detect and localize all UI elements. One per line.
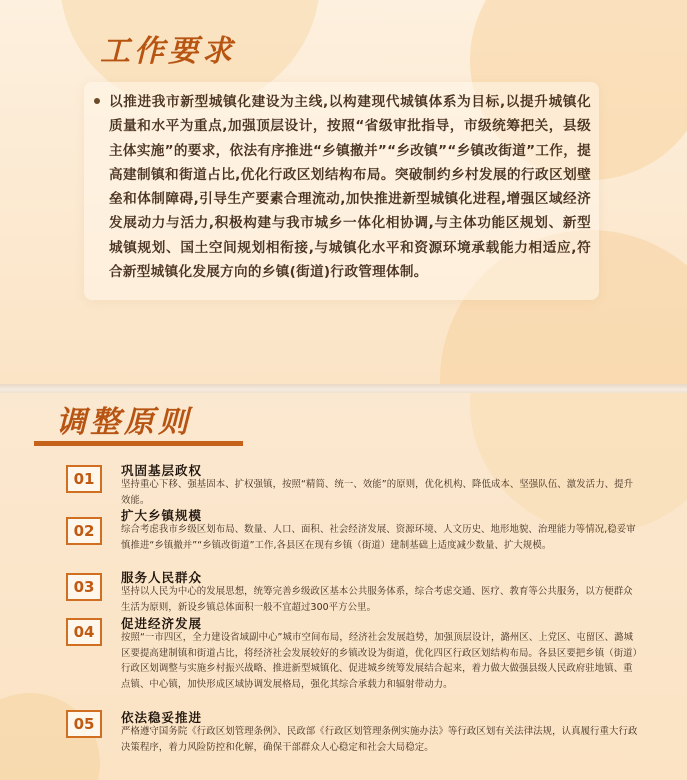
principle-number: 04 — [66, 618, 102, 646]
principle-title: 促进经济发展 — [121, 616, 203, 631]
principle-title: 巩固基层政权 — [121, 463, 203, 478]
principle-title: 服务人民群众 — [121, 570, 203, 585]
decorative-circle — [470, 393, 687, 533]
work-requirements-panel — [0, 0, 687, 384]
principle-number: 01 — [66, 465, 102, 493]
adjustment-principles-heading: 调整原则 — [56, 405, 192, 440]
principle-body: 按照“一市四区，全力建设省域副中心”城市空间布局，经济社会发展趋势，加强顶层设计，潞州区、上党区、屯留区、潞城区要提高建制镇和街道占比，将经济社会发展较好的乡镇改设为街道，优化四区行政区划结构布局。各县区要把乡镇（街道）行政区划调整与实施乡村振兴战略、推进新型城镇化、促进城乡统筹发展结合起来，着力做大做强县级人民政府驻地镇、重点镇、中心镇，加快形成区域协调发展格局，强化其综合承载力和辐射带动力。 — [121, 632, 638, 690]
principle-body: 坚持重心下移、强基固本、扩权强镇，按照“精简、统一、效能”的原则，优化机构、降低成本、坚强队伍、激发活力、提升效能。 — [121, 479, 634, 506]
heading-underline — [34, 441, 243, 446]
principle-body: 综合考虑我市乡级区划布局、数量、人口、面积、社会经济发展、资源环境、人文历史、地形地貌、治理能力等情况,稳妥审慎推进“乡镇撤并”“乡镇改街道”工作,各县区在现有乡镇（街道）建制基础上适度减少数量、扩大规模。 — [121, 524, 636, 551]
adjustment-principles-panel — [0, 393, 687, 780]
bullet-icon — [94, 98, 100, 104]
work-requirements-heading: 工作要求 — [100, 34, 236, 69]
principle-title: 扩大乡镇规模 — [121, 508, 203, 523]
requirements-text: 以推进我市新型城镇化建设为主线,以构建现代城镇体系为目标,以提升城镇化质量和水平为重点,加强顶层设计，按照“省级审批指导，市级统筹把关，县级主体实施”的要求，依法有序推进“乡镇撤并”“乡改镇”“乡镇改街道”工作，提高建制镇和街道占比,优化行政区划结构布局。突破制约乡村发展的行政区划壁垒和体制障碍,引导生产要素合理流动,加快推进新型城镇化进程,增强区域经济发展动力与活力,积极构建与我市城乡一体化相协调,与主体功能区规划、新型城镇规划、国土空间规划相衔接,与城镇化水平和资源环境承载能力相适应,符合新型城镇化发展方向的乡镇(街道)行政管理体制。 — [109, 94, 591, 281]
principle-number: 03 — [66, 573, 102, 601]
principle-number: 02 — [66, 517, 102, 545]
section-divider — [0, 384, 687, 393]
principle-body: 坚持以人民为中心的发展思想，统筹完善乡级政区基本公共服务体系，综合考虑交通、医疗、教育等公共服务，以方便群众生活为原则，新设乡镇总体面积一般不宜超过300平方公里。 — [121, 586, 633, 613]
principle-number: 05 — [66, 710, 102, 738]
principle-body: 严格遵守国务院《行政区划管理条例》、民政部《行政区划管理条例实施办法》等行政区划有关法律法规，认真履行重大行政决策程序，着力风险防控和化解，确保干部群众人心稳定和社会大局稳定。 — [121, 726, 638, 753]
principle-title: 依法稳妥推进 — [121, 710, 203, 725]
